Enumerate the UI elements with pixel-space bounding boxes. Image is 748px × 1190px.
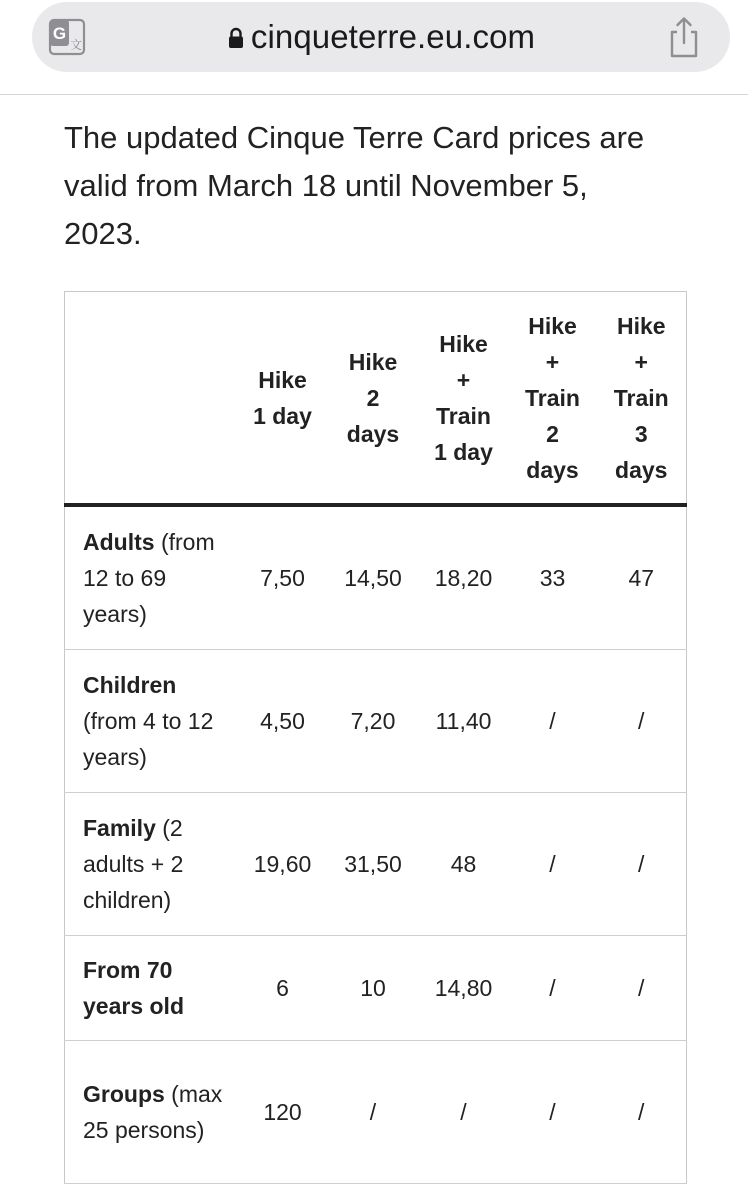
price-cell: 7,50: [238, 505, 328, 650]
row-label-bold: Family: [83, 815, 156, 841]
header-hike-train-2-days: Hike + Train 2 days: [509, 292, 597, 506]
price-cell: 18,20: [419, 505, 509, 650]
svg-text:G: G: [52, 24, 67, 43]
row-label-detail: (from 12 to 69 years): [83, 529, 215, 627]
price-cell: /: [509, 936, 597, 1041]
table-row: [65, 793, 687, 936]
row-label-bold: Groups: [83, 1081, 165, 1107]
price-cell: 48: [419, 793, 509, 936]
price-table: [64, 291, 687, 1184]
header-hike-2-days: Hike 2 days: [328, 292, 419, 506]
price-cell: 14,50: [328, 505, 419, 650]
price-cell: 33: [509, 505, 597, 650]
price-cell: 31,50: [328, 793, 419, 936]
row-label: [65, 936, 238, 1041]
article-content: [64, 114, 686, 258]
price-cell: /: [328, 1041, 419, 1184]
header-hike-train-1-day: Hike + Train 1 day: [419, 292, 509, 506]
url-text: cinqueterre.eu.com: [250, 18, 536, 55]
price-cell: 10: [328, 936, 419, 1041]
row-label: [65, 793, 238, 936]
price-cell: /: [509, 1041, 597, 1184]
header-empty: [65, 292, 238, 506]
price-cell: /: [509, 650, 597, 793]
header-hike-1-day: Hike 1 day: [238, 292, 328, 506]
price-cell: 6: [238, 936, 328, 1041]
intro-paragraph: The updated Cinque Terre Card prices are valid from March 18 until November 5, 2023.: [64, 120, 645, 251]
price-cell: 14,80: [419, 936, 509, 1041]
price-cell: /: [597, 936, 687, 1041]
price-cell: /: [509, 793, 597, 936]
price-cell: /: [597, 1041, 687, 1184]
price-cell: /: [597, 650, 687, 793]
price-cell: /: [597, 793, 687, 936]
row-label-bold: Adults: [83, 529, 155, 555]
row-label-detail: (max 25 persons): [83, 1081, 223, 1143]
row-label-detail: (2 adults + 2 children): [83, 815, 184, 913]
price-cell: 47: [597, 505, 687, 650]
row-label: [65, 650, 238, 793]
address-bar[interactable]: [32, 2, 730, 72]
price-cell: 7,20: [328, 650, 419, 793]
price-cell: 19,60: [238, 793, 328, 936]
row-label-bold: From 70 years old: [83, 957, 184, 1019]
browser-top-bar: [0, 0, 748, 95]
table-row: [65, 936, 687, 1041]
price-cell: 11,40: [419, 650, 509, 793]
table-row: [65, 650, 687, 793]
price-cell: 120: [238, 1041, 328, 1184]
row-label: [65, 505, 238, 650]
table-row: [65, 1041, 687, 1184]
svg-text:文: 文: [69, 38, 83, 52]
row-label: [65, 1041, 238, 1184]
price-cell: /: [419, 1041, 509, 1184]
translate-icon[interactable]: [48, 17, 88, 57]
row-label-bold: Children: [83, 672, 177, 698]
share-icon[interactable]: [664, 15, 704, 59]
row-label-detail: (from 4 to 12 years): [83, 708, 214, 770]
table-row: [65, 505, 687, 650]
price-cell: 4,50: [238, 650, 328, 793]
header-hike-train-3-days: Hike + Train 3 days: [597, 292, 687, 506]
lock-icon: [227, 27, 245, 49]
table-header-row: [65, 292, 687, 506]
